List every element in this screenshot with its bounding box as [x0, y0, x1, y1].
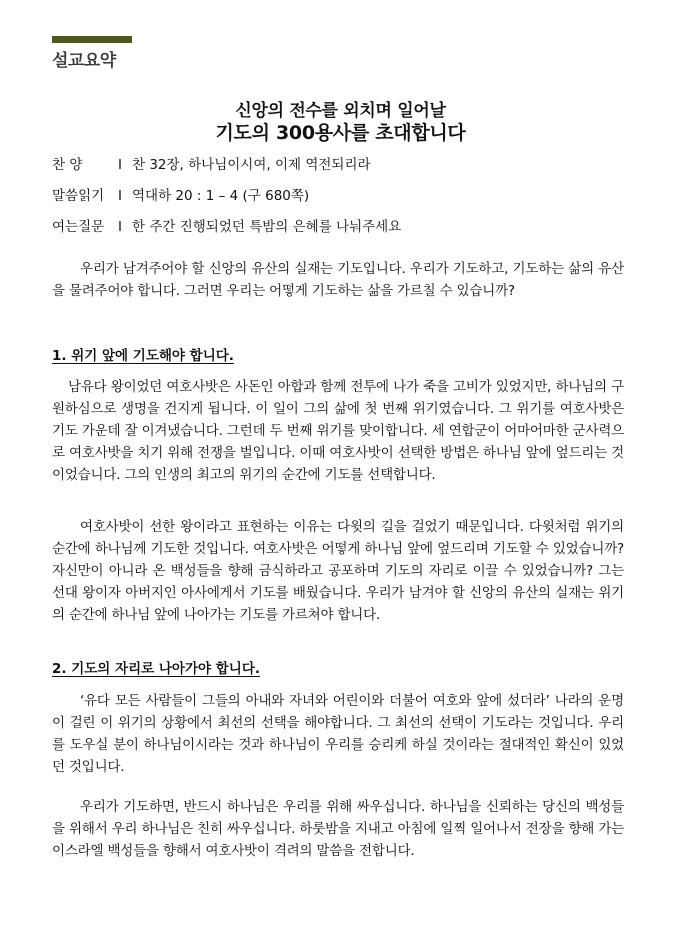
section-2-heading: 2. 기도의 자리로 나아가야 합니다.	[52, 661, 260, 677]
logo-bar	[52, 36, 132, 43]
info-separator: I	[118, 219, 122, 235]
info-value: 한 주간 진행되었던 특밤의 은혜를 나눠주세요	[132, 219, 402, 235]
section-1-heading: 1. 위기 앞에 기도해야 합니다.	[52, 348, 234, 364]
info-label: 말씀읽기	[52, 188, 105, 204]
title-line-1: 신앙의 전수를 외치며 일어날	[235, 101, 446, 121]
section-1-paragraph-1: 남유다 왕이었던 여호사밧은 사돈인 아합과 함께 전투에 나가 죽을 고비가 있었지만, 하나님의 구원하심으로 생명을 건지게 됩니다. 이 일이 그의 삶에 첫 번째 위기였습니다. 그 위기를 여호사밧은 기도 가운데 잘 이겨냈습니다. 그런데 두 번째 위기를 맞이합니다. 세 연합군이 어마어마한 군사력으로 여호사밧을 치기 위해 전쟁을 벌입니다. 이때 여호사밧이 선택한 방법은 하나님 앞에 엎드리는 것이었습니다. 그의 인생의 최고의 위기의 순간에 기도를 선택합니다.	[52, 379, 624, 483]
info-label: 찬 양	[52, 157, 83, 173]
info-value: 찬 32장, 하나님이시여, 이제 역전되리라	[132, 157, 371, 173]
info-row-question	[52, 215, 401, 235]
info-separator: I	[118, 157, 122, 173]
section-1-paragraph-2: 여호사밧이 선한 왕이라고 표현하는 이유는 다윗의 길을 걸었기 때문입니다. 다윗처럼 위기의 순간에 하나님께 기도한 것입니다. 여호사밧은 어떻게 하나님 앞에 엎드리며 기도할 수 있었습니까? 자신만이 아니라 온 백성들을 향해 금식하라고 공포하며 기도의 자리로 이끌 수 있었습니까? 그는 선대 왕이자 아버지인 아사에게서 기도를 배웠습니다. 우리가 남겨야 할 신앙의 유산의 실재는 위기의 순간에 하나님 앞에 나아가는 기도를 가르쳐야 합니다.	[52, 519, 624, 623]
info-separator: I	[118, 188, 122, 204]
section-2-paragraph-2: 우리가 기도하면, 반드시 하나님은 우리를 위해 싸우십니다. 하나님을 신뢰하는 당신의 백성들을 위해서 우리 하나님은 친히 싸우십니다. 하룻밤을 지내고 아침에 일찍 일어나서 전장을 향해 가는 이스라엘 백성들을 향해서 여호사밧이 격려의 말씀을 전합니다.	[52, 799, 624, 859]
info-value: 역대하 20 : 1 – 4 (구 680쪽)	[132, 188, 310, 204]
section-logo: 설교요약	[52, 51, 116, 71]
section-2-paragraph-1: ‘유다 모든 사람들이 그들의 아내와 자녀와 어린이와 더불어 여호와 앞에 섰더라’ 나라의 운명이 걸린 이 위기의 상황에서 최선의 선택을 해야합니다. 그 최선의 선택이 기도라는 것입니다. 우리를 도우실 분이 하나님이시라는 것과 하나님이 우리를 승리케 하실 것이라는 절대적인 확신이 있었던 것입니다.	[52, 693, 624, 775]
title-line-2: 기도의 300용사를 초대합니다	[215, 122, 466, 144]
info-row-hymn	[52, 153, 371, 173]
info-row-reading	[52, 184, 309, 204]
intro-paragraph: 우리가 남겨주어야 할 신앙의 유산의 실재는 기도입니다. 우리가 기도하고, 기도하는 삶의 유산을 물려주어야 합니다. 그러면 우리는 어떻게 기도하는 삶을 가르칠 수 있습니까?	[52, 261, 624, 299]
info-label: 여는질문	[52, 219, 105, 235]
